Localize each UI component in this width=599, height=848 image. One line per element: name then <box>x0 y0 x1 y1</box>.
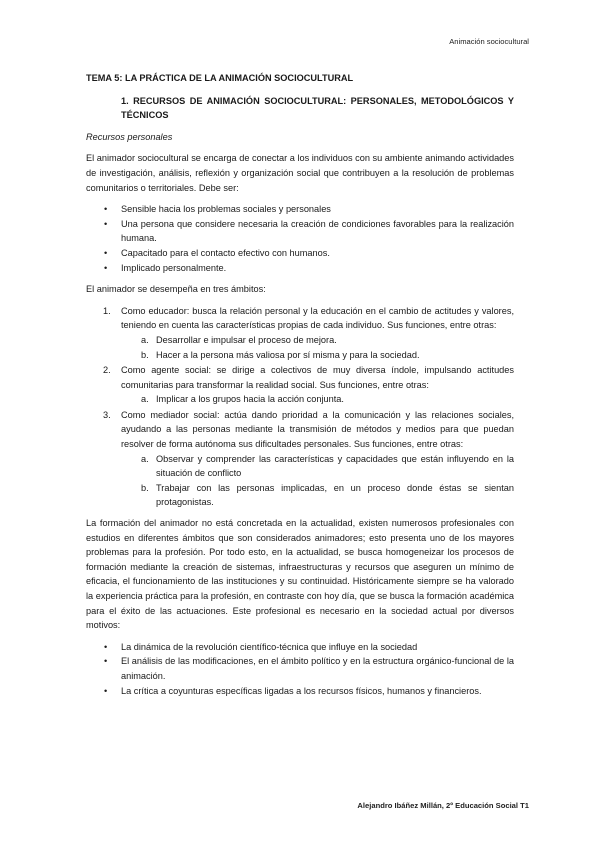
topic-title: TEMA 5: LA PRÁCTICA DE LA ANIMACIÓN SOCIOCULTURAL <box>86 73 354 83</box>
list-item: • Una persona que considere necesaria la creación de condiciones favorables para la realización humana. <box>104 218 514 244</box>
roles-list <box>86 304 514 510</box>
bullet-icon: • <box>104 218 108 229</box>
intro-paragraph: El animador sociocultural se encarga de conectar a los individuos con su ambiente animando actividades de investigación, análisis, reflexión y organización social que contribuyen a la resolución de problemas comunitarios o territoriales. Debe ser: <box>86 153 514 193</box>
list-number: 3. <box>103 409 111 420</box>
function-item: b. Hacer a la persona más valiosa por sí misma y para la sociedad. <box>121 348 514 363</box>
function-item: a. Implicar a los grupos hacia la acción conjunta. <box>121 392 514 407</box>
bullet-icon: • <box>104 204 108 215</box>
subheading: Recursos personales <box>86 131 173 142</box>
bullet-icon: • <box>104 656 108 667</box>
motives-list <box>86 640 514 698</box>
list-number: 1. <box>103 305 111 316</box>
bullet-icon: • <box>104 247 108 258</box>
bullet-icon: • <box>104 685 108 696</box>
bullet-icon: • <box>104 262 108 273</box>
role-item <box>86 363 514 407</box>
list-item: • Capacitado para el contacto efectivo con humanos. <box>86 246 514 261</box>
section-heading: 1. RECURSOS DE ANIMACIÓN SOCIOCULTURAL: PERSONALES, METODOLÓGICOS Y TÉCNICOS <box>121 95 514 121</box>
role-item <box>86 304 514 362</box>
list-number: 2. <box>103 365 111 376</box>
role-item <box>86 408 514 510</box>
list-item: • La crítica a coyunturas específicas ligadas a los recursos físicos, humanos y financieros. <box>86 684 514 699</box>
functions-list <box>121 392 514 407</box>
bullet-icon: • <box>104 641 108 652</box>
role-text: Como educador: busca la relación personal y la educación en el cambio de actitudes y valores, teniendo en cuenta las características propias de cada individuo. Sus funciones, entre otras: <box>121 305 514 331</box>
document-body <box>86 71 514 705</box>
function-item: a. Desarrollar e impulsar el proceso de mejora. <box>121 333 514 348</box>
list-letter: a. <box>141 334 149 345</box>
list-letter: b. <box>141 482 149 493</box>
list-letter: b. <box>141 349 149 360</box>
areas-intro: El animador se desempeña en tres ámbitos: <box>86 284 266 295</box>
functions-list <box>121 333 514 362</box>
list-letter: a. <box>141 453 149 464</box>
list-item: • Implicado personalmente. <box>86 261 514 276</box>
function-item: a. Observar y comprender las características y capacidades que están influyendo en la situación de conflicto <box>141 453 514 479</box>
traits-list <box>86 202 514 275</box>
function-item: b. Trabajar con las personas implicadas, en un proceso donde éstas se sientan protagonistas. <box>141 482 514 508</box>
role-text: Como agente social: se dirige a colectivos de muy diversa índole, impulsando actitudes comunitarias para transformar la realidad social. Sus funciones, entre otras: <box>121 365 514 390</box>
list-item: • Sensible hacia los problemas sociales y personales <box>86 202 514 217</box>
functions-list <box>121 452 514 510</box>
role-text: Como mediador social: actúa dando prioridad a la comunicación y las relaciones sociales, ayudando a las personas mediante la transmisión de métodos y medios para que puedan resolver de forma autónoma sus dificultades personales. Sus funciones, entre otras: <box>121 409 514 450</box>
page-footer: Alejandro Ibáñez Millán, 2º Educación Social T1 <box>357 801 529 810</box>
list-letter: a. <box>141 394 149 405</box>
list-item: • La dinámica de la revolución científico-técnica que influye en la sociedad <box>86 640 514 655</box>
list-item: • El análisis de las modificaciones, en el ámbito político y en la estructura orgánico-funcional de la animación. <box>104 656 514 681</box>
formation-paragraph: La formación del animador no está concretada en la actualidad, existen numerosos profesionales con estudios en diferentes ámbitos que son considerados animadores; esto presenta uno de los mayores problemas para la profesión. Por todo esto, en la actualidad, se busca homogeneizar los procesos de formación mediante la creación de sistemas, infraestructuras y recursos que aseguren un mínimo de eficacia, el funcionamiento de las instituciones y su continuidad. Históricamente siempre se ha valorado la experiencia práctica para la profesión, en contraste con hoy día, que se busca la formación académica para el éxito de las actuaciones. Este profesional es necesario en la sociedad actual por diversos motivos: <box>86 518 514 631</box>
running-header: Animación sociocultural <box>449 37 529 46</box>
